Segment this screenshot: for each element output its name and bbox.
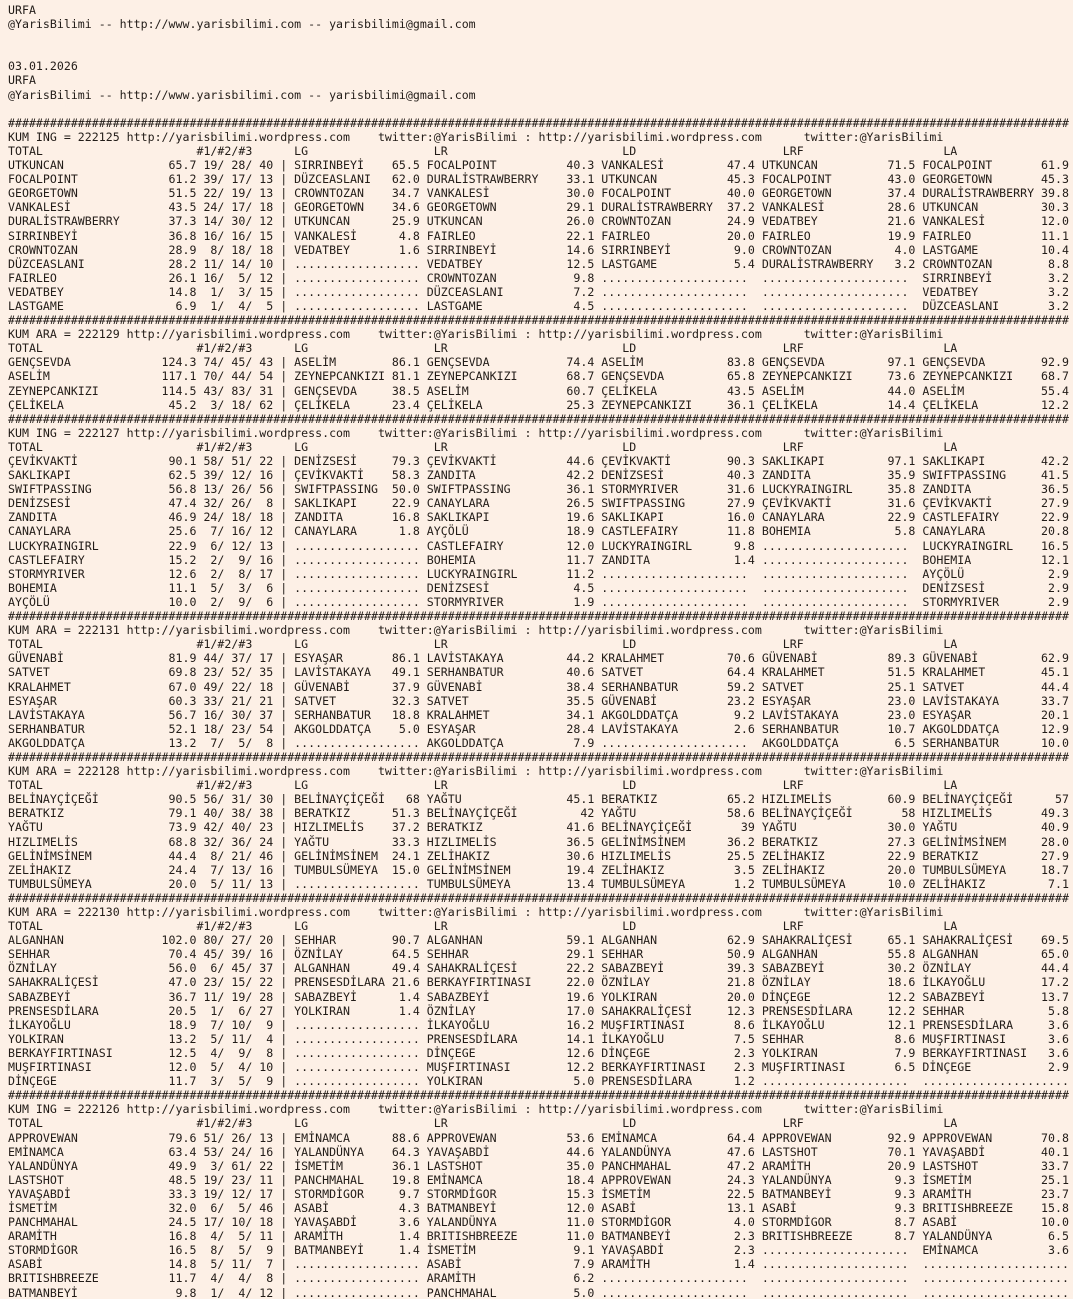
stat-row: AKGOLDDATÇA 13.2 7/ 5/ 8 | .................. AKGOLDDATÇA 7.9 ..................... AKGOLDDATÇA 6.5 SERHANBATUR 10.0 xyxy=(8,735,1069,750)
stat-row: FAIRLEO 26.1 16/ 5/ 12 | .................. CROWNTOZAN 9.8 ..................... ..................... SIRRINBEYİ 3.2 xyxy=(8,270,1069,285)
stat-row: SAHAKRALİÇESİ 47.0 23/ 15/ 22 | PRENSESDİLARA 21.6 BERKAYFIRTINASI 22.0 ÖZNİLAY 21.8 ÖZNİLAY 18.6 İLKAYOĞLU 17.2 xyxy=(8,975,1069,990)
stat-row: GENÇSEVDA 124.3 74/ 45/ 43 | ASELİM 86.1 GENÇSEVDA 74.4 ASELİM 83.8 GENÇSEVDA 97.1 GENÇSEVDA 92.9 xyxy=(8,355,1069,370)
stat-row: İLKAYOĞLU 18.9 7/ 10/ 9 | .................. İLKAYOĞLU 16.2 MUŞFIRTINASI 8.6 İLKAYOĞLU 12.1 PRENSESDİLARA 3.6 xyxy=(8,1017,1069,1032)
stat-row: ARAMİTH 16.8 4/ 5/ 11 | ARAMİTH 1.4 BRITISHBREEZE 11.0 BATMANBEYİ 2.3 BRITISHBREEZE 8.7 YALANDÜNYA 6.5 xyxy=(8,1229,1069,1244)
stat-row: SAKLIKAPI 62.5 39/ 12/ 16 | ÇEVİKVAKTİ 58.3 ZANDITA 42.2 DENİZSESİ 40.3 ZANDITA 35.9 SWIFTPASSING 41.5 xyxy=(8,468,1069,483)
report-date: 03.01.2026 xyxy=(8,59,78,74)
stat-row: STORMDİGOR 16.5 8/ 5/ 9 | BATMANBEYİ 1.4 İSMETİM 9.1 YAVAŞABDİ 2.3 ..................... EMİNAMCA 3.6 xyxy=(8,1243,1069,1258)
byline: @YarisBilimi -- http://www.yarisbilimi.com -- yarisbilimi@gmail.com xyxy=(8,87,476,102)
stat-row: LASTSHOT 48.5 19/ 23/ 11 | PANCHMAHAL 19.8 EMİNAMCA 18.4 APPROVEWAN 24.3 YALANDÜNYA 9.3 İSMETİM 25.1 xyxy=(8,1172,1069,1187)
stat-row: KRALAHMET 67.0 49/ 22/ 18 | GÜVENABİ 37.9 GÜVENABİ 38.4 SERHANBATUR 59.2 SATVET 25.1 SATVET 44.4 xyxy=(8,679,1069,694)
stat-row: CANAYLARA 25.6 7/ 16/ 12 | CANAYLARA 1.8 AYÇÖLÜ 18.9 CASTLEFAIRY 11.8 BOHEMIA 5.8 CANAYLARA 20.8 xyxy=(8,524,1069,539)
stat-row: DİNÇEGE 11.7 3/ 5/ 9 | .................. YOLKIRAN 5.0 PRENSESDİLARA 1.2 ..................... ..................... xyxy=(8,1074,1069,1089)
stat-row: LAVİSTAKAYA 56.7 16/ 30/ 37 | SERHANBATUR 18.8 KRALAHMET 34.1 AKGOLDDATÇA 9.2 LAVİSTAKAYA 23.0 ESYAŞAR 20.1 xyxy=(8,707,1069,722)
top-track-name: URFA xyxy=(8,3,36,17)
hash-divider: ######################################################################################################################################################## xyxy=(8,1088,1069,1103)
stat-row: GEORGETOWN 51.5 22/ 19/ 13 | CROWNTOZAN 34.7 VANKALESİ 30.0 FOCALPOINT 40.0 GEORGETOWN 37.4 DURALİSTRAWBERRY 39.8 xyxy=(8,186,1069,201)
hash-divider: ######################################################################################################################################################## xyxy=(8,411,1069,426)
stat-row: LUCKYRAINGIRL 22.9 6/ 12/ 13 | .................. CASTLEFAIRY 12.0 LUCKYRAINGIRL 9.8 ..................... LUCKYRAINGIRL 16.5 xyxy=(8,538,1069,553)
stat-row: YALANDÜNYA 49.9 3/ 61/ 22 | İSMETİM 36.1 LASTSHOT 35.0 PANCHMAHAL 47.2 ARAMİTH 20.9 LASTSHOT 33.7 xyxy=(8,1158,1069,1173)
section-title: KUM ARA = 222128 http://yarisbilimi.wordpress.com twitter:@YarisBilimi : http://yarisbilimi.wordpress.com twitter:@YarisBilimi xyxy=(8,764,1069,779)
track-name: URFA xyxy=(8,73,36,88)
stat-row: SWIFTPASSING 56.8 13/ 26/ 56 | SWIFTPASSING 50.0 SWIFTPASSING 36.1 STORMYRIVER 31.6 LUCKYRAINGIRL 35.8 ZANDITA 36.5 xyxy=(8,482,1069,497)
hash-divider: ######################################################################################################################################################## xyxy=(8,115,1069,130)
stat-row: ZELİHAKIZ 24.4 7/ 13/ 16 | TUMBULSÜMEYA 15.0 GELİNİMSİNEM 19.4 ZELİHAKIZ 3.5 ZELİHAKIZ 20.0 TUMBULSÜMEYA 18.7 xyxy=(8,862,1069,877)
stat-row: MUŞFIRTINASI 12.0 5/ 4/ 10 | .................. MUŞFIRTINASI 12.2 BERKAYFIRTINASI 2.3 MUŞFIRTINASI 6.5 DİNÇEGE 2.9 xyxy=(8,1060,1069,1075)
stat-row: DENİZSESİ 47.4 32/ 26/ 8 | SAKLIKAPI 22.9 CANAYLARA 26.5 SWIFTPASSING 27.9 ÇEVİKVAKTİ 31.6 ÇEVİKVAKTİ 27.9 xyxy=(8,496,1069,511)
section-title: KUM ARA = 222131 http://yarisbilimi.wordpress.com twitter:@YarisBilimi : http://yarisbilimi.wordpress.com twitter:@YarisBilimi xyxy=(8,623,1069,638)
section-title: KUM ING = 222125 http://yarisbilimi.wordpress.com twitter:@YarisBilimi : http://yarisbilimi.wordpress.com twitter:@YarisBilimi xyxy=(8,129,1069,144)
stat-row: YAVAŞABDİ 33.3 19/ 12/ 17 | STORMDİGOR 9.7 STORMDİGOR 15.3 İSMETİM 22.5 BATMANBEYİ 9.3 ARAMİTH 23.7 xyxy=(8,1186,1069,1201)
stat-row: PRENSESDİLARA 20.5 1/ 6/ 27 | YOLKIRAN 1.4 ÖZNİLAY 17.0 SAHAKRALİÇESİ 12.3 PRENSESDİLARA 12.2 SEHHAR 5.8 xyxy=(8,1003,1069,1018)
sections-container xyxy=(8,116,1073,1299)
section-title: KUM ARA = 222129 http://yarisbilimi.wordpress.com twitter:@YarisBilimi : http://yarisbilimi.wordpress.com twitter:@YarisBilimi xyxy=(8,327,1069,342)
top-byline: @YarisBilimi -- http://www.yarisbilimi.com -- yarisbilimi@gmail.com xyxy=(8,17,476,32)
stat-row: SIRRINBEYİ 36.8 16/ 16/ 15 | VANKALESİ 4.8 FAIRLEO 22.1 FAIRLEO 20.0 FAIRLEO 19.9 FAIRLEO 11.1 xyxy=(8,228,1069,243)
stat-row: CASTLEFAIRY 15.2 2/ 9/ 16 | .................. BOHEMIA 11.7 ZANDITA 1.4 ..................... BOHEMIA 12.1 xyxy=(8,552,1069,567)
stat-row: YAĞTU 73.9 42/ 40/ 23 | HIZLIMELİS 37.2 BERATKIZ 41.6 BELİNAYÇİÇEĞİ 39 YAĞTU 30.0 YAĞTU 40.9 xyxy=(8,820,1069,835)
stat-row: PANCHMAHAL 24.5 17/ 10/ 18 | YAVAŞABDİ 3.6 YALANDÜNYA 11.0 STORMDİGOR 4.0 STORMDİGOR 8.7 ASABİ 10.0 xyxy=(8,1215,1069,1230)
stat-row: ALGANHAN 102.0 80/ 27/ 20 | SEHHAR 90.7 ALGANHAN 59.1 ALGANHAN 62.9 SAHAKRALİÇESİ 65.1 SAHAKRALİÇESİ 69.5 xyxy=(8,933,1069,948)
section-title: KUM ARA = 222130 http://yarisbilimi.wordpress.com twitter:@YarisBilimi : http://yarisbilimi.wordpress.com twitter:@YarisBilimi xyxy=(8,905,1069,919)
stat-row: ASELİM 117.1 70/ 44/ 54 | ZEYNEPCANKIZI 81.1 ZEYNEPCANKIZI 68.7 GENÇSEVDA 65.8 ZEYNEPCANKIZI 73.6 ZEYNEPCANKIZI 68.7 xyxy=(8,369,1069,384)
blank-line xyxy=(8,45,1073,59)
stat-row: GÜVENABİ 81.9 44/ 37/ 17 | ESYAŞAR 86.1 LAVİSTAKAYA 44.2 KRALAHMET 70.6 GÜVENABİ 89.3 GÜVENABİ 62.9 xyxy=(8,651,1069,666)
stat-row: DÜZCEASLANI 28.2 11/ 14/ 10 | .................. VEDATBEY 12.5 LASTGAME 5.4 DURALİSTRAWBERRY 3.2 CROWNTOZAN 8.8 xyxy=(8,256,1069,271)
stat-row: ÇELİKELA 45.2 3/ 18/ 62 | ÇELİKELA 23.4 ÇELİKELA 25.3 ZEYNEPCANKIZI 36.1 ÇELİKELA 14.4 ÇELİKELA 12.2 xyxy=(8,397,1069,412)
stat-row: DURALİSTRAWBERRY 37.3 14/ 30/ 12 | UTKUNCAN 25.9 UTKUNCAN 26.0 CROWNTOZAN 24.9 VEDATBEY 21.6 VANKALESİ 12.0 xyxy=(8,214,1069,229)
section-title: KUM ING = 222127 http://yarisbilimi.wordpress.com twitter:@YarisBilimi : http://yarisbilimi.wordpress.com twitter:@YarisBilimi xyxy=(8,425,1069,440)
stat-row: BRITISHBREEZE 11.7 4/ 4/ 8 | .................. ARAMİTH 6.2 ..................... ..................... ..................... xyxy=(8,1271,1069,1286)
section-title: KUM ING = 222126 http://yarisbilimi.wordpress.com twitter:@YarisBilimi : http://yarisbilimi.wordpress.com twitter:@YarisBilimi xyxy=(8,1102,1069,1117)
stat-row: FOCALPOINT 61.2 39/ 17/ 13 | DÜZCEASLANI 62.0 DURALİSTRAWBERRY 33.1 UTKUNCAN 45.3 FOCALPOINT 43.0 GEORGETOWN 45.3 xyxy=(8,172,1069,187)
column-header-row: TOTAL #1/#2/#3 LG LR LD LRF LA xyxy=(8,143,1069,158)
stat-row: ÖZNİLAY 56.0 6/ 45/ 37 | ALGANHAN 49.4 SAHAKRALİÇESİ 22.2 SABAZBEYİ 39.3 SABAZBEYİ 30.2 ÖZNİLAY 44.4 xyxy=(8,961,1069,976)
stat-row: CROWNTOZAN 28.9 8/ 18/ 18 | VEDATBEY 1.6 SIRRINBEYİ 14.6 SIRRINBEYİ 9.0 CROWNTOZAN 4.0 LASTGAME 10.4 xyxy=(8,242,1069,257)
stat-row: İSMETİM 32.0 6/ 5/ 46 | ASABİ 4.3 BATMANBEYİ 12.0 ASABİ 13.1 ASABİ 9.3 BRITISHBREEZE 15.8 xyxy=(8,1200,1069,1215)
stat-row: BELİNAYÇİÇEĞİ 90.5 56/ 31/ 30 | BELİNAYÇİÇEĞİ 68 YAĞTU 45.1 BERATKIZ 65.2 HIZLIMELİS 60.9 BELİNAYÇİÇEĞİ 57 xyxy=(8,792,1069,807)
stat-row: LASTGAME 6.9 1/ 4/ 5 | .................. LASTGAME 4.5 ..................... ..................... DÜZCEASLANI 3.2 xyxy=(8,298,1069,313)
stat-row: ZEYNEPCANKIZI 114.5 43/ 83/ 31 | GENÇSEVDA 38.5 ASELİM 60.7 ÇELİKELA 43.5 ASELİM 44.0 ASELİM 55.4 xyxy=(8,383,1069,398)
stat-row: EMİNAMCA 63.4 53/ 24/ 16 | YALANDÜNYA 64.3 YAVAŞABDİ 44.6 YALANDÜNYA 47.6 LASTSHOT 70.1 YAVAŞABDİ 40.1 xyxy=(8,1144,1069,1159)
stat-row: APPROVEWAN 79.6 51/ 26/ 13 | EMİNAMCA 88.6 APPROVEWAN 53.6 EMİNAMCA 64.4 APPROVEWAN 92.9 APPROVEWAN 70.8 xyxy=(8,1130,1069,1145)
column-header-row: TOTAL #1/#2/#3 LG LR LD LRF LA xyxy=(8,341,1069,356)
stat-row: ZANDITA 46.9 24/ 18/ 18 | ZANDITA 16.8 SAKLIKAPI 19.6 SAKLIKAPI 16.0 CANAYLARA 22.9 CASTLEFAIRY 22.9 xyxy=(8,510,1069,525)
stat-row: SABAZBEYİ 36.7 11/ 19/ 28 | SABAZBEYİ 1.4 SABAZBEYİ 19.6 YOLKIRAN 20.0 DİNÇEGE 12.2 SABAZBEYİ 13.7 xyxy=(8,989,1069,1004)
hash-divider: ######################################################################################################################################################## xyxy=(8,749,1069,764)
stat-row: YOLKIRAN 13.2 5/ 11/ 4 | .................. PRENSESDİLARA 14.1 İLKAYOĞLU 7.5 SEHHAR 8.6 MUŞFIRTINASI 3.6 xyxy=(8,1031,1069,1046)
column-header-row: TOTAL #1/#2/#3 LG LR LD LRF LA xyxy=(8,439,1069,454)
stat-row: BERKAYFIRTINASI 12.5 4/ 9/ 8 | .................. DİNÇEGE 12.6 DİNÇEGE 2.3 YOLKIRAN 7.9 BERKAYFIRTINASI 3.6 xyxy=(8,1045,1069,1060)
stat-row: SEHHAR 70.4 45/ 39/ 16 | ÖZNİLAY 64.5 SEHHAR 29.1 SEHHAR 50.9 ALGANHAN 55.8 ALGANHAN 65.0 xyxy=(8,947,1069,962)
stat-row: SATVET 69.8 23/ 52/ 35 | LAVİSTAKAYA 49.1 SERHANBATUR 40.6 SATVET 64.4 KRALAHMET 51.5 KRALAHMET 45.1 xyxy=(8,665,1069,680)
stat-row: ÇEVİKVAKTİ 90.1 58/ 51/ 22 | DENİZSESİ 79.3 ÇEVİKVAKTİ 44.6 ÇEVİKVAKTİ 90.3 SAKLIKAPI 97.1 SAKLIKAPI 42.2 xyxy=(8,454,1069,468)
stat-row: HIZLIMELİS 68.8 32/ 36/ 24 | YAĞTU 33.3 HIZLIMELİS 36.5 GELİNİMSİNEM 36.2 BERATKIZ 27.3 GELİNİMSİNEM 28.0 xyxy=(8,834,1069,849)
stat-row: STORMYRIVER 12.6 2/ 8/ 17 | .................. LUCKYRAINGIRL 11.2 ..................... ..................... AYÇÖLÜ 2.9 xyxy=(8,566,1069,581)
stat-row: VEDATBEY 14.8 1/ 3/ 15 | .................. DÜZCEASLANI 7.2 ..................... ..................... VEDATBEY 3.2 xyxy=(8,284,1069,299)
stat-row: GELİNİMSİNEM 44.4 8/ 21/ 46 | GELİNİMSİNEM 24.1 ZELİHAKIZ 30.6 HIZLIMELİS 25.5 ZELİHAKIZ 22.9 BERATKIZ 27.9 xyxy=(8,848,1069,863)
blank-line xyxy=(8,102,1073,116)
stat-row: UTKUNCAN 65.7 19/ 28/ 40 | SIRRINBEYİ 65.5 FOCALPOINT 40.3 VANKALESİ 47.4 UTKUNCAN 71.5 FOCALPOINT 61.9 xyxy=(8,158,1069,173)
column-header-row: TOTAL #1/#2/#3 LG LR LD LRF LA xyxy=(8,778,1069,793)
stat-row: BATMANBEYİ 9.8 1/ 4/ 12 | .................. PANCHMAHAL 5.0 ..................... ..................... ..................... xyxy=(8,1285,1069,1299)
stat-row: ESYAŞAR 60.3 33/ 21/ 21 | SATVET 32.3 SATVET 35.5 GÜVENABİ 23.2 ESYAŞAR 23.0 LAVİSTAKAYA 33.7 xyxy=(8,693,1069,708)
stat-row: TUMBULSÜMEYA 20.0 5/ 11/ 13 | .................. TUMBULSÜMEYA 13.4 TUMBULSÜMEYA 1.2 TUMBULSÜMEYA 10.0 ZELİHAKIZ 7.1 xyxy=(8,876,1069,891)
hash-divider: ######################################################################################################################################################## xyxy=(8,313,1069,328)
stat-row: BERATKIZ 79.1 40/ 38/ 38 | BERATKIZ 51.3 BELİNAYÇİÇEĞİ 42 YAĞTU 58.6 BELİNAYÇİÇEĞİ 58 HIZLIMELİS 49.3 xyxy=(8,806,1069,821)
stat-row: BOHEMIA 11.1 5/ 3/ 6 | .................. DENİZSESİ 4.5 ..................... ..................... DENİZSESİ 2.9 xyxy=(8,580,1069,595)
stat-row: ASABİ 14.8 5/ 11/ 7 | .................. ASABİ 7.9 ARAMİTH 1.4 ..................... ..................... xyxy=(8,1257,1069,1272)
stat-row: AYÇÖLÜ 10.0 2/ 9/ 6 | .................. STORMYRIVER 1.9 ..................... ..................... STORMYRIVER 2.9 xyxy=(8,594,1069,609)
stat-row: VANKALESİ 43.5 24/ 17/ 18 | GEORGETOWN 34.6 GEORGETOWN 29.1 DURALİSTRAWBERRY 37.2 VANKALESİ 28.6 UTKUNCAN 30.3 xyxy=(8,200,1069,215)
hash-divider: ######################################################################################################################################################## xyxy=(8,890,1069,905)
stat-row: SERHANBATUR 52.1 18/ 23/ 54 | AKGOLDDATÇA 5.0 ESYAŞAR 28.4 LAVİSTAKAYA 2.6 SERHANBATUR 10.7 AKGOLDDATÇA 12.9 xyxy=(8,721,1069,736)
column-header-row: TOTAL #1/#2/#3 LG LR LD LRF LA xyxy=(8,919,1069,934)
blank-line xyxy=(8,31,1073,45)
hash-divider: ######################################################################################################################################################## xyxy=(8,609,1069,624)
column-header-row: TOTAL #1/#2/#3 LG LR LD LRF LA xyxy=(8,1116,1069,1131)
column-header-row: TOTAL #1/#2/#3 LG LR LD LRF LA xyxy=(8,637,1069,652)
